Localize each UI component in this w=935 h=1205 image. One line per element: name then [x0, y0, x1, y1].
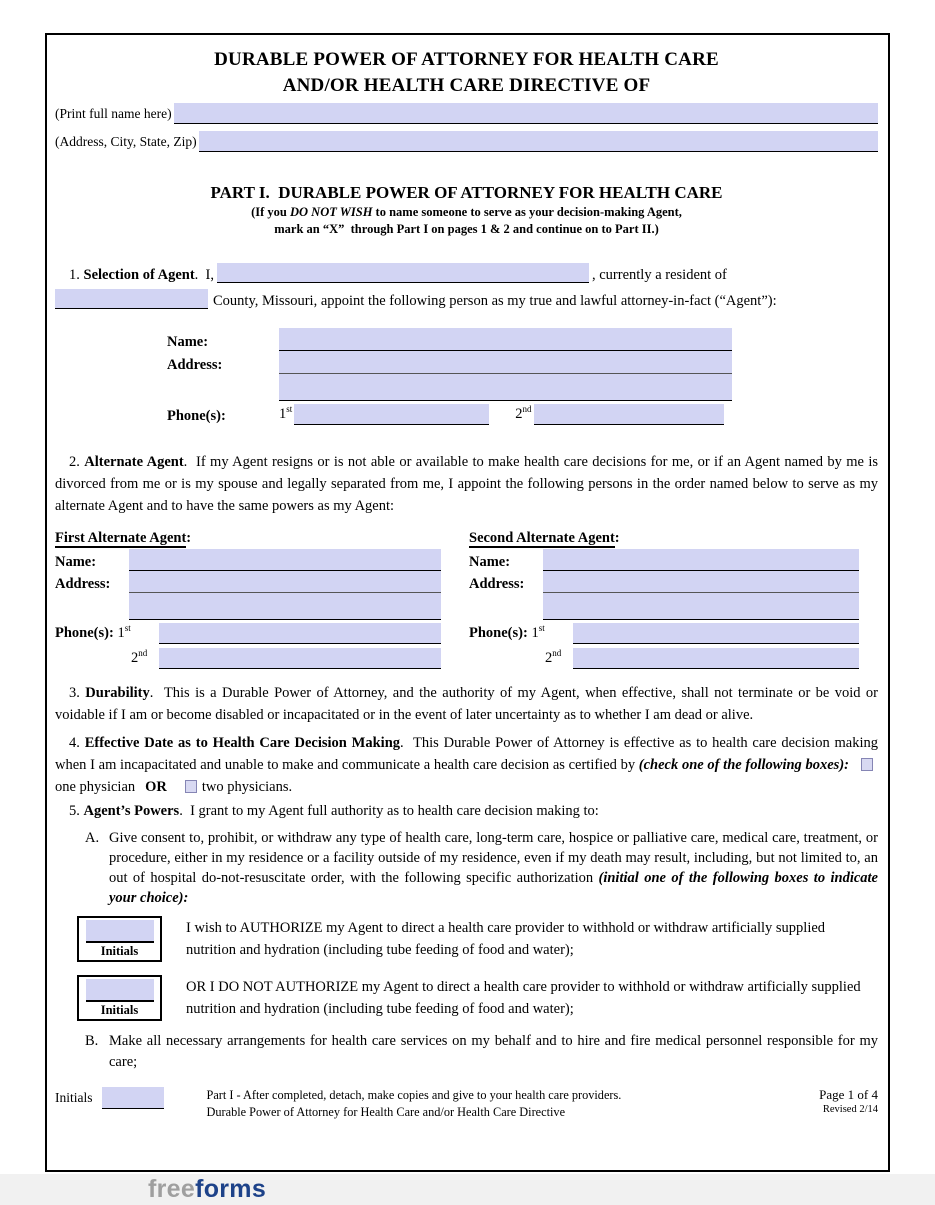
agent-address-field-line1[interactable]	[279, 351, 732, 374]
first-alternate-agent-column	[55, 527, 441, 669]
section-5-title: Agent’s Powers	[83, 803, 180, 819]
phone2-digit: 2	[515, 406, 523, 422]
item-b-text: Make all necessary arrangements for health care services on my behalf and to hire and fire medical personnel responsible for my care;	[109, 1033, 878, 1070]
section-3-title: Durability	[85, 685, 150, 701]
alt1-address-row	[55, 571, 441, 593]
agent-phone-label: Phone(s):	[167, 408, 226, 424]
authorize-initials-box	[77, 916, 162, 962]
alt1-address-label: Address:	[55, 576, 111, 592]
footer-page-number: Page 1 of 4	[819, 1087, 878, 1102]
section-5-number: 5.	[69, 803, 80, 819]
section-1-line2	[55, 288, 878, 314]
alt2-address-row2	[469, 593, 859, 620]
freeforms-logo	[148, 1175, 266, 1204]
not-authorize-option-row	[55, 975, 878, 1021]
alt2-phone2-superscript: nd	[552, 648, 562, 659]
not-authorize-initials-box	[77, 975, 162, 1021]
alt1-phone1-superscript: st	[124, 623, 131, 634]
section-4-body: . This Durable Power of Attorney is effective as to health care decision making when I am incapacitated and unable to make and communicate a health care decision as certified by	[55, 735, 879, 773]
alt1-address-field-line2[interactable]	[129, 593, 441, 620]
agent-phone2-number	[515, 404, 531, 425]
agent-address-label: Address:	[167, 357, 223, 373]
item-a	[55, 828, 878, 908]
first-alternate-agent-header-text: First Alternate Agent	[55, 530, 187, 546]
alt1-phone2-number	[131, 648, 159, 669]
first-alternate-agent-header	[55, 527, 441, 549]
section-5-body: . I grant to my Agent full authority as to health care decision making to:	[179, 803, 599, 819]
section-4-or-label: OR	[145, 779, 167, 795]
section-4-check-instruction: (check one of the following boxes):	[638, 757, 849, 773]
section-4-number: 4.	[69, 735, 80, 751]
footer-center-line2: Durable Power of Attorney for Health Care and/or Health Care Directive	[206, 1104, 566, 1119]
footer-initials-field[interactable]	[102, 1087, 164, 1109]
alt1-phone1-field[interactable]	[159, 623, 441, 644]
footer-center-text	[207, 1087, 622, 1120]
phone1-superscript: st	[286, 404, 293, 415]
section-1-mid: . I,	[194, 267, 214, 283]
authorize-option-text: I wish to AUTHORIZE my Agent to direct a health care provider to withhold or withdraw artificially supplied nutrition and hydration (including tube feeding of food and water);	[186, 920, 826, 958]
alt2-phone1-field[interactable]	[573, 623, 859, 644]
authorize-option-row	[55, 916, 878, 962]
alt1-name-label: Name:	[55, 554, 97, 570]
page-footer	[55, 1087, 878, 1120]
section-3-paragraph	[55, 682, 878, 726]
print-name-label: (Print full name here)	[55, 106, 172, 121]
item-a-instruction: (initial one of the following boxes to indicate your choice):	[109, 870, 878, 906]
second-alternate-agent-header-text: Second Alternate Agent	[469, 530, 615, 546]
alt1-phone1-row	[55, 623, 441, 644]
form-title-line1: DURABLE POWER OF ATTORNEY FOR HEALTH CARE	[214, 49, 719, 70]
alt1-address-field-line1[interactable]	[129, 571, 441, 593]
one-physician-label: one physician	[55, 779, 136, 795]
address-label: (Address, City, State, Zip)	[55, 134, 197, 149]
agent-address-row	[167, 351, 732, 374]
section-2-number: 2.	[69, 454, 80, 470]
bottom-background-bar	[0, 1174, 935, 1205]
agent-name-field[interactable]	[279, 328, 732, 351]
item-a-text	[109, 828, 878, 908]
item-b-marker: B.	[85, 1033, 99, 1049]
alt1-name-field[interactable]	[129, 549, 441, 571]
not-authorize-option-text: OR I DO NOT AUTHORIZE my Agent to direct a health care provider to withhold or withdraw artificially supplied nutrition and hydration (including tube feeding of food and water);	[186, 979, 861, 1017]
section-1-number: 1.	[69, 267, 80, 283]
section-1-after-field2: County, Missouri, appoint the following person as my true and lawful attorney-in-fact (“Agent”):	[213, 293, 777, 309]
alt2-phone1-superscript: st	[538, 623, 545, 634]
agent-name-label: Name:	[167, 334, 209, 350]
section-5-intro	[55, 800, 878, 822]
section-2-paragraph	[55, 451, 878, 517]
part1-note-pre: (If you	[251, 205, 290, 219]
print-name-row	[55, 103, 878, 124]
alt1-name-row	[55, 549, 441, 571]
form-border-box	[45, 33, 890, 1172]
item-a-body: Give consent to, prohibit, or withdraw any type of health care, long-term care, hospice or palliative care, medical care, treatment, or procedure, either in my residence or a facility outside of my residence, even if my death may result, including, but not limited to, an out of hospital do-not-resuscitate order, with the following specific authorization	[109, 830, 878, 886]
footer-initials-group	[55, 1087, 164, 1109]
second-alternate-agent-column	[469, 527, 859, 669]
alt2-phone1-row	[469, 623, 859, 644]
second-alternate-agent-header	[469, 527, 859, 549]
alt2-phone-label	[469, 623, 573, 644]
alternate-agents-columns	[55, 527, 878, 669]
section-1-line1	[55, 262, 878, 288]
alt2-address-field-line1[interactable]	[543, 571, 859, 593]
alt2-name-row	[469, 549, 859, 571]
one-physician-checkbox[interactable]	[861, 758, 873, 771]
alt1-phone-label	[55, 623, 159, 644]
address-row	[55, 131, 878, 152]
section-1-after-field1: , currently a resident of	[592, 267, 727, 283]
principal-name-field[interactable]	[217, 263, 589, 283]
phone1-digit: 1	[279, 406, 287, 422]
section-1-selection-of-agent	[55, 262, 878, 314]
part1-note-post: to name someone to serve as your decision-making Agent,	[372, 205, 682, 219]
agent-phone1-field[interactable]	[294, 404, 489, 425]
alt2-name-label: Name:	[469, 554, 511, 570]
alt1-phone2-digit: 2	[131, 650, 139, 666]
two-physicians-checkbox[interactable]	[185, 780, 197, 793]
agent-address-row2	[167, 374, 732, 401]
part1-note-line2: mark an “X” through Part I on pages 1 & 2 and continue on to Part II.)	[274, 222, 659, 236]
alt2-phone1-digit: 1	[531, 625, 539, 641]
alt1-phone2-superscript: nd	[138, 648, 148, 659]
logo-free-text: free	[148, 1175, 196, 1203]
form-title-line2: AND/OR HEALTH CARE DIRECTIVE OF	[282, 75, 651, 96]
alt2-name-field[interactable]	[543, 549, 859, 571]
item-b	[55, 1031, 878, 1073]
agent-info-block	[167, 328, 732, 425]
agent-phone-row	[167, 404, 732, 425]
authorize-initials-label: Initials	[100, 944, 139, 958]
alt2-address-row	[469, 571, 859, 593]
alt1-phone2-row	[55, 648, 441, 669]
phone2-superscript: nd	[522, 404, 532, 415]
footer-center-line1: Part I - After completed, detach, make copies and give to your health care providers.	[206, 1088, 622, 1102]
alt2-phone2-number	[545, 648, 573, 669]
section-4-paragraph	[55, 732, 878, 798]
section-1-title: Selection of Agent	[83, 267, 195, 283]
footer-revised-label: Revised 2/14	[822, 1104, 878, 1115]
address-field[interactable]	[199, 131, 878, 152]
agent-phone2-field[interactable]	[534, 404, 724, 425]
alt2-phone2-digit: 2	[545, 650, 553, 666]
first-alternate-agent-colon: :	[186, 530, 192, 546]
section-3-number: 3.	[69, 685, 80, 701]
agent-phone1-number	[279, 404, 292, 425]
authorize-initials-field[interactable]	[86, 920, 154, 943]
agent-address-field-line2[interactable]	[279, 374, 732, 401]
alt1-phone2-field[interactable]	[159, 648, 441, 669]
alt1-address-row2	[55, 593, 441, 620]
section-2-body: . If my Agent resigns or is not able or available to make health care decisions for me, or if an Agent named by me is divorced from me or is my spouse and legally separated from me, I appoint the following persons in the order named below to serve as my alternate Agent and to have the same powers as my Agent:	[55, 454, 879, 514]
not-authorize-initials-field[interactable]	[86, 979, 154, 1002]
two-physicians-label: two physicians.	[201, 779, 293, 795]
part1-note-line1	[55, 204, 878, 221]
alt2-address-field-line2[interactable]	[543, 593, 859, 620]
footer-initials-label: Initials	[55, 1090, 93, 1105]
alt2-address-label: Address:	[469, 576, 525, 592]
form-title	[55, 47, 878, 99]
alt2-phone2-row	[469, 648, 859, 669]
item-a-marker: A.	[85, 830, 100, 846]
part1-note-emphasis: DO NOT WISH	[290, 205, 373, 219]
alt2-phone-word: Phone(s):	[469, 625, 528, 641]
part1-heading: PART I. DURABLE POWER OF ATTORNEY FOR HEALTH CARE	[210, 183, 723, 202]
section-2-title: Alternate Agent	[84, 454, 184, 470]
alt2-phone2-field[interactable]	[573, 648, 859, 669]
county-field[interactable]	[55, 289, 208, 309]
not-authorize-initials-label: Initials	[100, 1003, 139, 1017]
agent-name-row	[167, 328, 732, 351]
alt1-phone1-digit: 1	[117, 625, 125, 641]
full-name-field[interactable]	[174, 103, 878, 124]
second-alternate-agent-colon: :	[614, 530, 620, 546]
alt1-phone-word: Phone(s):	[55, 625, 114, 641]
section-4-title: Effective Date as to Health Care Decision Making	[84, 735, 401, 751]
footer-right-text	[819, 1087, 878, 1116]
logo-forms-text: forms	[195, 1175, 267, 1203]
section-3-body: . This is a Durable Power of Attorney, and the authority of my Agent, when effective, shall not terminate or be void or voidable if I am or become disabled or incapacitated or in the event of later uncertainty as to whether I am dead or alive.	[55, 685, 879, 723]
